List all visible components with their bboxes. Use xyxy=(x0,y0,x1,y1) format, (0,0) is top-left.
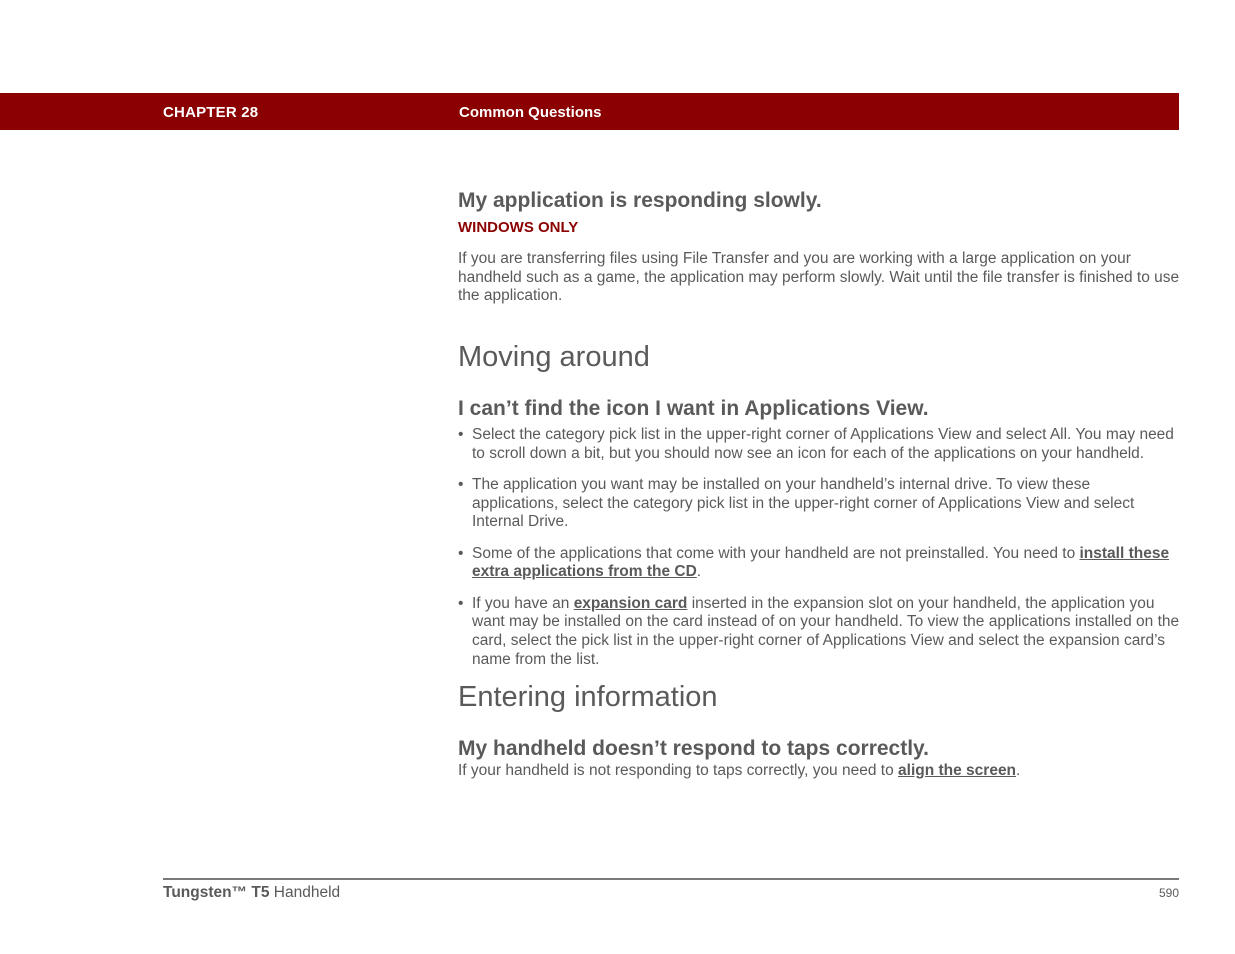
windows-only-tag: WINDOWS ONLY xyxy=(458,219,579,236)
body-text-pre: If your handheld is not responding to taps correctly, you need to xyxy=(458,761,899,779)
bullet-text-pre: If you have an xyxy=(472,594,574,612)
body-text-post: . xyxy=(1016,761,1021,779)
bullet-text-post: inserted in the expansion slot on your handheld, the application you want may be installed on the card instead of on your handheld. To view the applications installed on the card, select the pick list in the upper-right corner of Applications View and select the expansion card’s name from the list. xyxy=(472,594,1180,668)
list-item xyxy=(458,595,1180,670)
bullet-dot: • xyxy=(458,476,464,494)
chapter-number: CHAPTER 28 xyxy=(163,104,259,121)
chapter-title: Common Questions xyxy=(459,104,602,121)
list-item xyxy=(458,476,1180,532)
install-extra-apps-link[interactable]: install these extra applications from the CD xyxy=(472,544,1170,581)
heading-entering-information: Entering information xyxy=(458,680,718,713)
bullet-dot: • xyxy=(458,544,464,562)
bullet-text: The application you want may be installed on your handheld’s internal drive. To view these applications, select the category pick list in the upper-right corner of Applications View and select Internal Drive. xyxy=(472,476,1135,531)
product-name-bold: Tungsten™ T5 xyxy=(163,884,270,901)
bullet-text-post: . xyxy=(696,563,702,581)
subheading-taps-correctly: My handheld doesn’t respond to taps correctly. xyxy=(458,736,930,760)
list-item xyxy=(458,426,1180,463)
product-name-rest: Handheld xyxy=(269,884,341,901)
heading-moving-around: Moving around xyxy=(458,341,650,374)
section-heading-responding-slowly: My application is responding slowly. xyxy=(458,189,822,212)
list-item xyxy=(458,545,1180,582)
section-body-taps xyxy=(458,762,1180,781)
bullet-text: Select the category pick list in the upper-right corner of Applications View and select All. You may need to scroll down a bit, but you should now see an icon for each of the applications on your handheld. xyxy=(472,426,1174,462)
bullet-text-pre: Some of the applications that come with your handheld are not preinstalled. You need to xyxy=(472,544,1080,562)
bullet-dot: • xyxy=(458,594,464,612)
section-body-responding-slowly: If you are transferring files using File Transfer and you are working with a large application on your handheld such as a game, the application may perform slowly. Wait until the file transfer is finished to use the application. xyxy=(458,250,1180,305)
subheading-cant-find-icon: I can’t find the icon I want in Applications View. xyxy=(458,397,929,421)
page-number: 590 xyxy=(1158,886,1179,900)
main-content xyxy=(458,188,1180,781)
align-screen-link[interactable]: align the screen xyxy=(898,761,1017,779)
bullet-list-moving xyxy=(458,426,1180,669)
bullet-dot: • xyxy=(458,426,464,444)
footer-divider xyxy=(163,878,1179,880)
footer-product-name xyxy=(163,884,340,902)
expansion-card-link[interactable]: expansion card xyxy=(573,594,688,612)
